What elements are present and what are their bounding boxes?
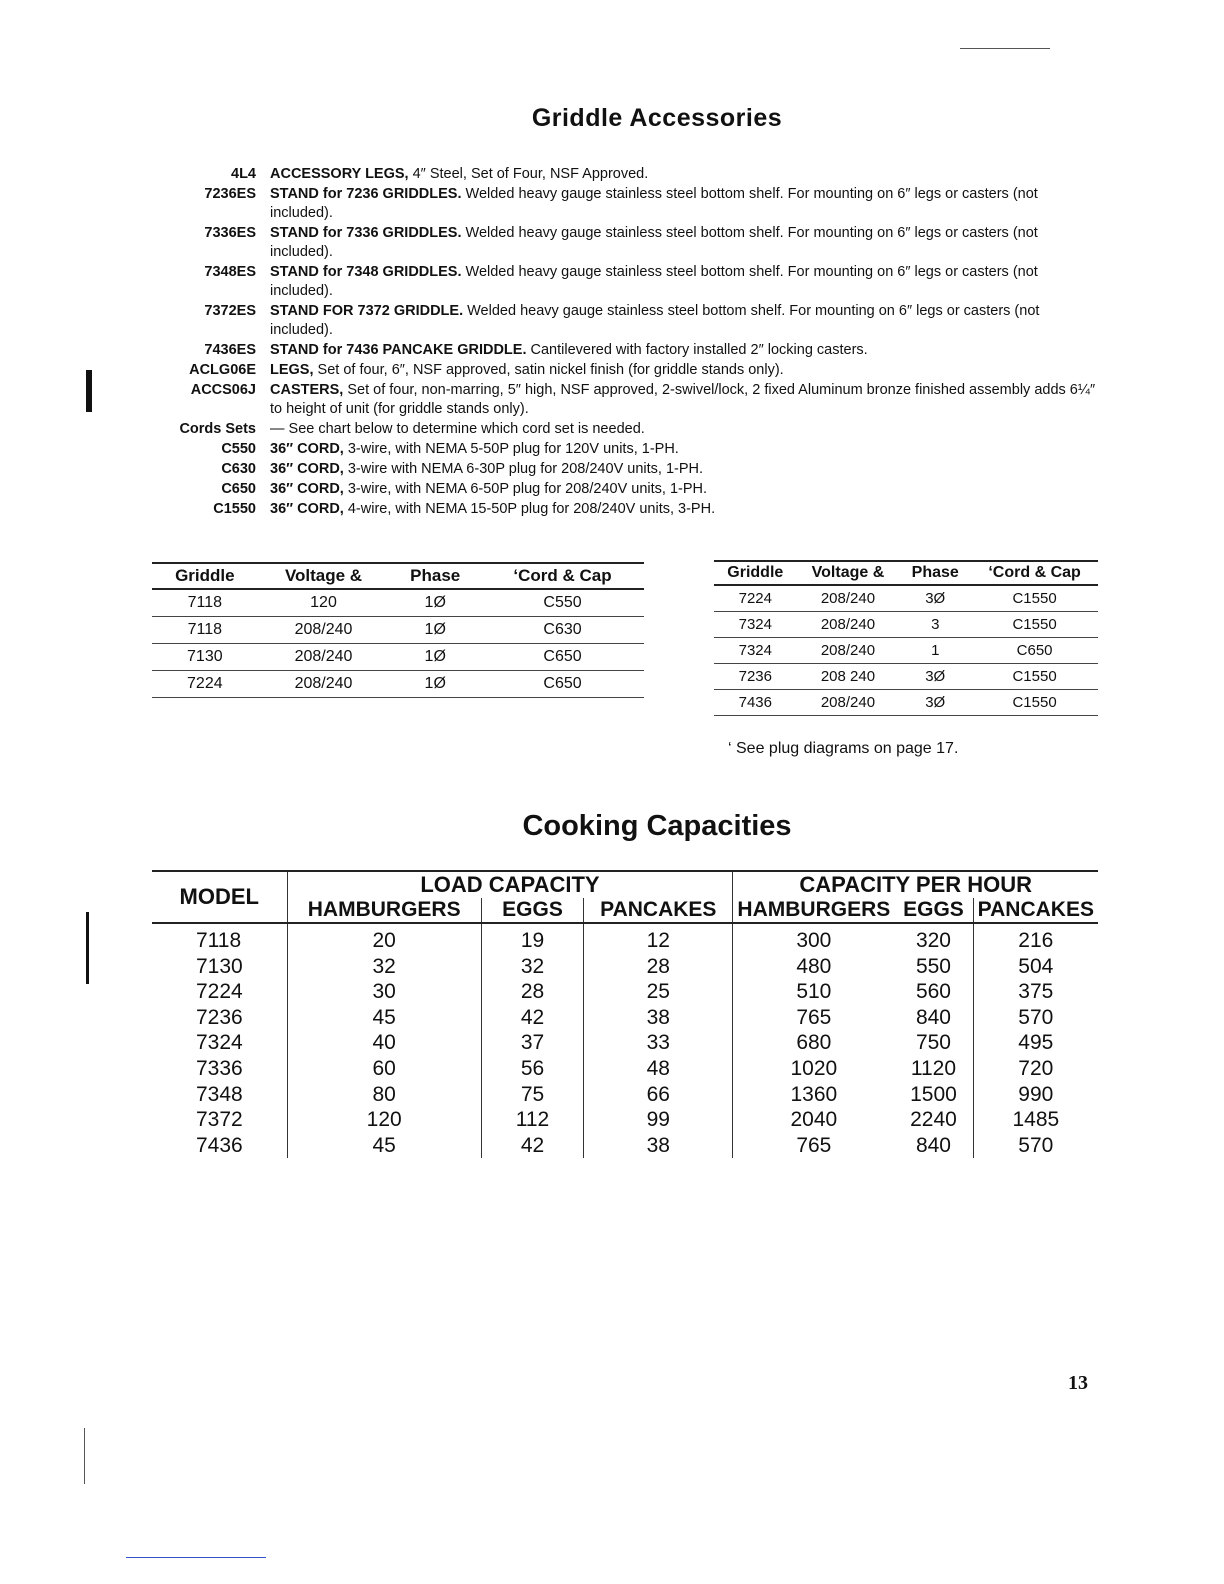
accessory-detail: Welded heavy gauge stainless steel bottom shelf. For mounting on 6″ legs or casters (not included). [270, 225, 1038, 260]
table-cell: 208/240 [797, 638, 900, 664]
table-cell: 19 [481, 923, 583, 954]
table-cell: 38 [584, 1133, 733, 1159]
table-row [152, 1030, 1098, 1056]
table-row [152, 1082, 1098, 1108]
accessory-description [270, 302, 1100, 340]
table-cell: 45 [287, 1005, 481, 1031]
table-row [152, 644, 644, 671]
scan-mark-1 [86, 370, 92, 412]
accessory-item [140, 480, 1100, 499]
table-cell: 840 [894, 1005, 973, 1031]
table-cell: C630 [481, 617, 644, 644]
table-cell: 7436 [714, 690, 797, 716]
accessory-name: LEGS, [270, 362, 314, 378]
accessory-name: 36″ CORD, [270, 501, 344, 517]
table-cell: 7324 [714, 638, 797, 664]
table-cell: 560 [894, 979, 973, 1005]
accessory-description [270, 500, 1100, 519]
table-row [152, 1056, 1098, 1082]
table-cell: 2240 [894, 1107, 973, 1133]
table-cell: 2040 [790, 1108, 838, 1132]
table-cell: 1120 [894, 1056, 973, 1082]
table-cell: 840 [894, 1133, 973, 1159]
accessory-description [270, 263, 1100, 301]
table-cell: 7118 [152, 617, 258, 644]
accessory-description [270, 224, 1100, 262]
accessory-item [140, 165, 1100, 184]
accessory-detail: 3-wire with NEMA 6-30P plug for 208/240V units, 1-PH. [343, 461, 704, 477]
table-cell: 208/240 [797, 690, 900, 716]
accessory-detail: 4-wire, with NEMA 15-50P plug for 208/240V units, 3-PH. [343, 501, 716, 517]
accessory-name: 36″ CORD, [270, 481, 344, 497]
accessory-code: C550 [221, 441, 256, 457]
table-cell: 1020 [790, 1056, 838, 1080]
table-cell: 7236 [714, 664, 797, 690]
accessory-name: 36″ CORD, [270, 441, 344, 457]
table-cell: C1550 [971, 664, 1098, 690]
accessory-name: STAND for 7236 GRIDDLES. [270, 186, 462, 202]
accessory-detail: Welded heavy gauge stainless steel bottom shelf. For mounting on 6″ legs or casters (not included). [270, 186, 1038, 221]
table-row [714, 690, 1098, 716]
table-cell: 375 [1018, 980, 1054, 1004]
model-cell: 7324 [152, 1030, 287, 1056]
capacity-per-hour-header: CAPACITY PER HOUR [733, 871, 1098, 898]
table-cell: C650 [481, 644, 644, 671]
capacity-column-header: EGGS [894, 898, 973, 923]
table-cell: C650 [481, 671, 644, 698]
accessory-name: STAND for 7336 GRIDDLES. [270, 225, 462, 241]
accessory-item [140, 420, 1100, 439]
accessory-name: STAND FOR 7372 GRIDDLE. [270, 303, 464, 319]
table-cell: 56 [481, 1056, 583, 1082]
accessory-name: 36″ CORD, [270, 461, 344, 477]
table-cell: 120 [287, 1107, 481, 1133]
accessory-detail: Welded heavy gauge stainless steel bottom shelf. For mounting on 6″ legs or casters (not included). [270, 303, 1040, 338]
model-cell: 7224 [152, 979, 287, 1005]
table-cell: 480 [796, 954, 832, 978]
table-cell: 37 [481, 1030, 583, 1056]
table-cell: 7224 [714, 585, 797, 612]
table-cell: 720 [1018, 1056, 1054, 1080]
table-cell: 99 [584, 1107, 733, 1133]
accessory-item [140, 500, 1100, 519]
table-cell: 320 [894, 923, 973, 954]
top-rule [960, 48, 1050, 49]
table-cell: 3 [899, 612, 971, 638]
table-cell: 750 [894, 1030, 973, 1056]
accessory-code: 4L4 [231, 166, 256, 182]
model-cell: 7348 [152, 1082, 287, 1108]
accessory-code: 7348ES [204, 264, 256, 280]
capacity-column-header: PANCAKES [584, 898, 733, 923]
accessory-item [140, 263, 1100, 301]
table-cell: 45 [287, 1133, 481, 1159]
table-cell: 32 [481, 954, 583, 980]
accessory-detail: — See chart below to determine which cord set is needed. [270, 421, 645, 437]
accessory-code: 7372ES [204, 303, 256, 319]
accessory-item [140, 361, 1100, 380]
accessory-description [270, 165, 1100, 184]
accessory-description [270, 381, 1100, 419]
table-cell: C1550 [971, 612, 1098, 638]
accessory-item [140, 460, 1100, 479]
accessories-list [140, 165, 1100, 520]
table-row [714, 638, 1098, 664]
table-cell: 48 [584, 1056, 733, 1082]
accessory-code: C630 [221, 461, 256, 477]
table-cell: 208/240 [797, 585, 900, 612]
model-cell: 7130 [152, 954, 287, 980]
table-cell: 42 [481, 1133, 583, 1159]
cord-table-left [152, 562, 644, 698]
table-cell: 7118 [152, 589, 258, 617]
cord-column-header: Griddle [152, 563, 258, 589]
accessory-item [140, 381, 1100, 419]
table-cell: 33 [584, 1030, 733, 1056]
accessory-item [140, 185, 1100, 223]
table-cell: 208/240 [797, 612, 900, 638]
table-cell: 112 [481, 1107, 583, 1133]
accessory-name: ACCESSORY LEGS, [270, 166, 409, 182]
table-cell: 990 [1018, 1082, 1054, 1106]
table-cell: 12 [584, 923, 733, 954]
table-cell: 1500 [894, 1082, 973, 1108]
table-cell: 32 [287, 954, 481, 980]
table-cell: C1550 [971, 585, 1098, 612]
accessory-description [270, 361, 1100, 380]
table-cell: 208 240 [797, 664, 900, 690]
capacity-column-header: HAMBURGERS [287, 898, 481, 923]
table-cell: 3Ø [899, 585, 971, 612]
model-cell: 7372 [152, 1107, 287, 1133]
table-cell: 680 [796, 1031, 832, 1055]
cord-table-right-header [714, 561, 1098, 585]
table-cell: 765 [796, 1005, 832, 1029]
table-cell: 3Ø [899, 664, 971, 690]
table-cell: 570 [1018, 1005, 1054, 1029]
cord-table-left-header [152, 563, 644, 589]
table-cell: 504 [1018, 954, 1054, 978]
capacity-column-header: PANCAKES [973, 898, 1098, 923]
table-row [152, 1133, 1098, 1159]
accessory-item [140, 224, 1100, 262]
table-row [714, 664, 1098, 690]
bottom-rule [126, 1557, 266, 1558]
capacity-column-header: EGGS [481, 898, 583, 923]
accessory-name: STAND for 7436 PANCAKE GRIDDLE. [270, 342, 527, 358]
scan-mark-3 [84, 1428, 85, 1484]
table-cell: 216 [1018, 929, 1054, 952]
table-cell: 30 [287, 979, 481, 1005]
load-capacity-header: LOAD CAPACITY [287, 871, 733, 898]
cord-column-header: Voltage & [797, 561, 900, 585]
capacity-column-header: HAMBURGERS [733, 898, 894, 923]
accessory-name: CASTERS, [270, 382, 344, 398]
table-cell: 1485 [1012, 1108, 1060, 1132]
table-cell: 38 [584, 1005, 733, 1031]
accessory-item [140, 440, 1100, 459]
accessory-detail: Cantilevered with factory installed 2″ locking casters. [526, 342, 868, 358]
table-cell: 20 [287, 923, 481, 954]
table-row [152, 954, 1098, 980]
accessory-code: C1550 [213, 501, 256, 517]
table-row [152, 923, 1098, 954]
accessory-code: 7436ES [204, 342, 256, 358]
table-cell: 42 [481, 1005, 583, 1031]
table-row [152, 671, 644, 698]
cord-column-header: Phase [899, 561, 971, 585]
scan-mark-2 [86, 912, 89, 984]
table-cell: 300 [796, 929, 832, 952]
accessory-code: ACCS06J [190, 382, 256, 398]
table-row [714, 585, 1098, 612]
accessory-description [270, 460, 1100, 479]
accessory-item [140, 302, 1100, 340]
table-cell: C550 [481, 589, 644, 617]
table-cell: 25 [584, 979, 733, 1005]
accessory-detail: 4″ Steel, Set of Four, NSF Approved. [408, 166, 649, 182]
model-cell: 7336 [152, 1056, 287, 1082]
accessory-detail: 3-wire, with NEMA 6-50P plug for 208/240V units, 1-PH. [343, 481, 708, 497]
table-cell: C1550 [971, 690, 1098, 716]
table-row [152, 979, 1098, 1005]
accessory-name: STAND for 7348 GRIDDLES. [270, 264, 462, 280]
accessory-description [270, 480, 1100, 499]
table-cell: 570 [1018, 1133, 1054, 1157]
table-cell: 3Ø [899, 690, 971, 716]
cooking-capacities-table [152, 870, 1098, 1158]
table-cell: 80 [287, 1082, 481, 1108]
table-cell: 550 [894, 954, 973, 980]
cord-table-right [714, 560, 1098, 716]
accessory-detail: Set of four, non-marring, 5″ high, NSF approved, 2-swivel/lock, 2 fixed Aluminum bronze finished assembly adds 6¼″ to height of unit (for griddle stands only). [270, 382, 1096, 417]
table-cell: C650 [971, 638, 1098, 664]
accessory-detail: Set of four, 6″, NSF approved, satin nickel finish (for griddle stands only). [313, 362, 784, 378]
table-cell: 1Ø [389, 617, 481, 644]
accessory-detail: 3-wire, with NEMA 5-50P plug for 120V units, 1-PH. [343, 441, 679, 457]
table-row [714, 612, 1098, 638]
accessory-code: 7336ES [204, 225, 256, 241]
cord-column-header: Phase [389, 563, 481, 589]
table-cell: 1Ø [389, 671, 481, 698]
accessory-detail: Welded heavy gauge stainless steel bottom shelf. For mounting on 6″ legs or casters (not included). [270, 264, 1038, 299]
cord-column-header: ‘Cord & Cap [971, 561, 1098, 585]
table-cell: 208/240 [258, 617, 390, 644]
table-row [152, 1107, 1098, 1133]
table-cell: 1Ø [389, 589, 481, 617]
table-cell: 60 [287, 1056, 481, 1082]
accessory-code: C650 [221, 481, 256, 497]
table-row [152, 1005, 1098, 1031]
table-cell: 1 [899, 638, 971, 664]
table-cell: 7224 [152, 671, 258, 698]
cord-column-header: Griddle [714, 561, 797, 585]
accessory-code: 7236ES [204, 186, 256, 202]
table-cell: 7130 [152, 644, 258, 671]
table-cell: 7324 [714, 612, 797, 638]
table-cell: 765 [796, 1133, 832, 1157]
table-cell: 208/240 [258, 644, 390, 671]
table-cell: 1Ø [389, 644, 481, 671]
cord-column-header: Voltage & [258, 563, 390, 589]
cord-footnote: ‘ See plug diagrams on page 17. [728, 740, 959, 757]
cooking-capacities-title: Cooking Capacities [522, 810, 792, 842]
page-number: 13 [1068, 1372, 1088, 1394]
table-cell: 40 [287, 1030, 481, 1056]
table-row [152, 589, 644, 617]
table-cell: 66 [584, 1082, 733, 1108]
table-cell: 1360 [790, 1082, 838, 1106]
cord-column-header: ‘Cord & Cap [481, 563, 644, 589]
model-cell: 7236 [152, 1005, 287, 1031]
table-cell: 28 [584, 954, 733, 980]
table-row [152, 617, 644, 644]
accessory-description [270, 341, 1100, 360]
model-cell: 7118 [152, 923, 287, 954]
accessory-description [270, 185, 1100, 223]
model-cell: 7436 [152, 1133, 287, 1159]
table-cell: 120 [258, 589, 390, 617]
table-cell: 28 [481, 979, 583, 1005]
accessory-code: ACLG06E [189, 362, 256, 378]
table-cell: 75 [481, 1082, 583, 1108]
table-cell: 495 [1018, 1031, 1054, 1055]
accessory-description [270, 440, 1100, 459]
griddle-accessories-title: Griddle Accessories [531, 104, 783, 132]
accessory-item [140, 341, 1100, 360]
model-header: MODEL [152, 871, 287, 923]
table-cell: 510 [796, 980, 832, 1004]
accessory-code: Cords Sets [179, 421, 256, 437]
accessory-description [270, 420, 1100, 439]
table-cell: 208/240 [258, 671, 390, 698]
